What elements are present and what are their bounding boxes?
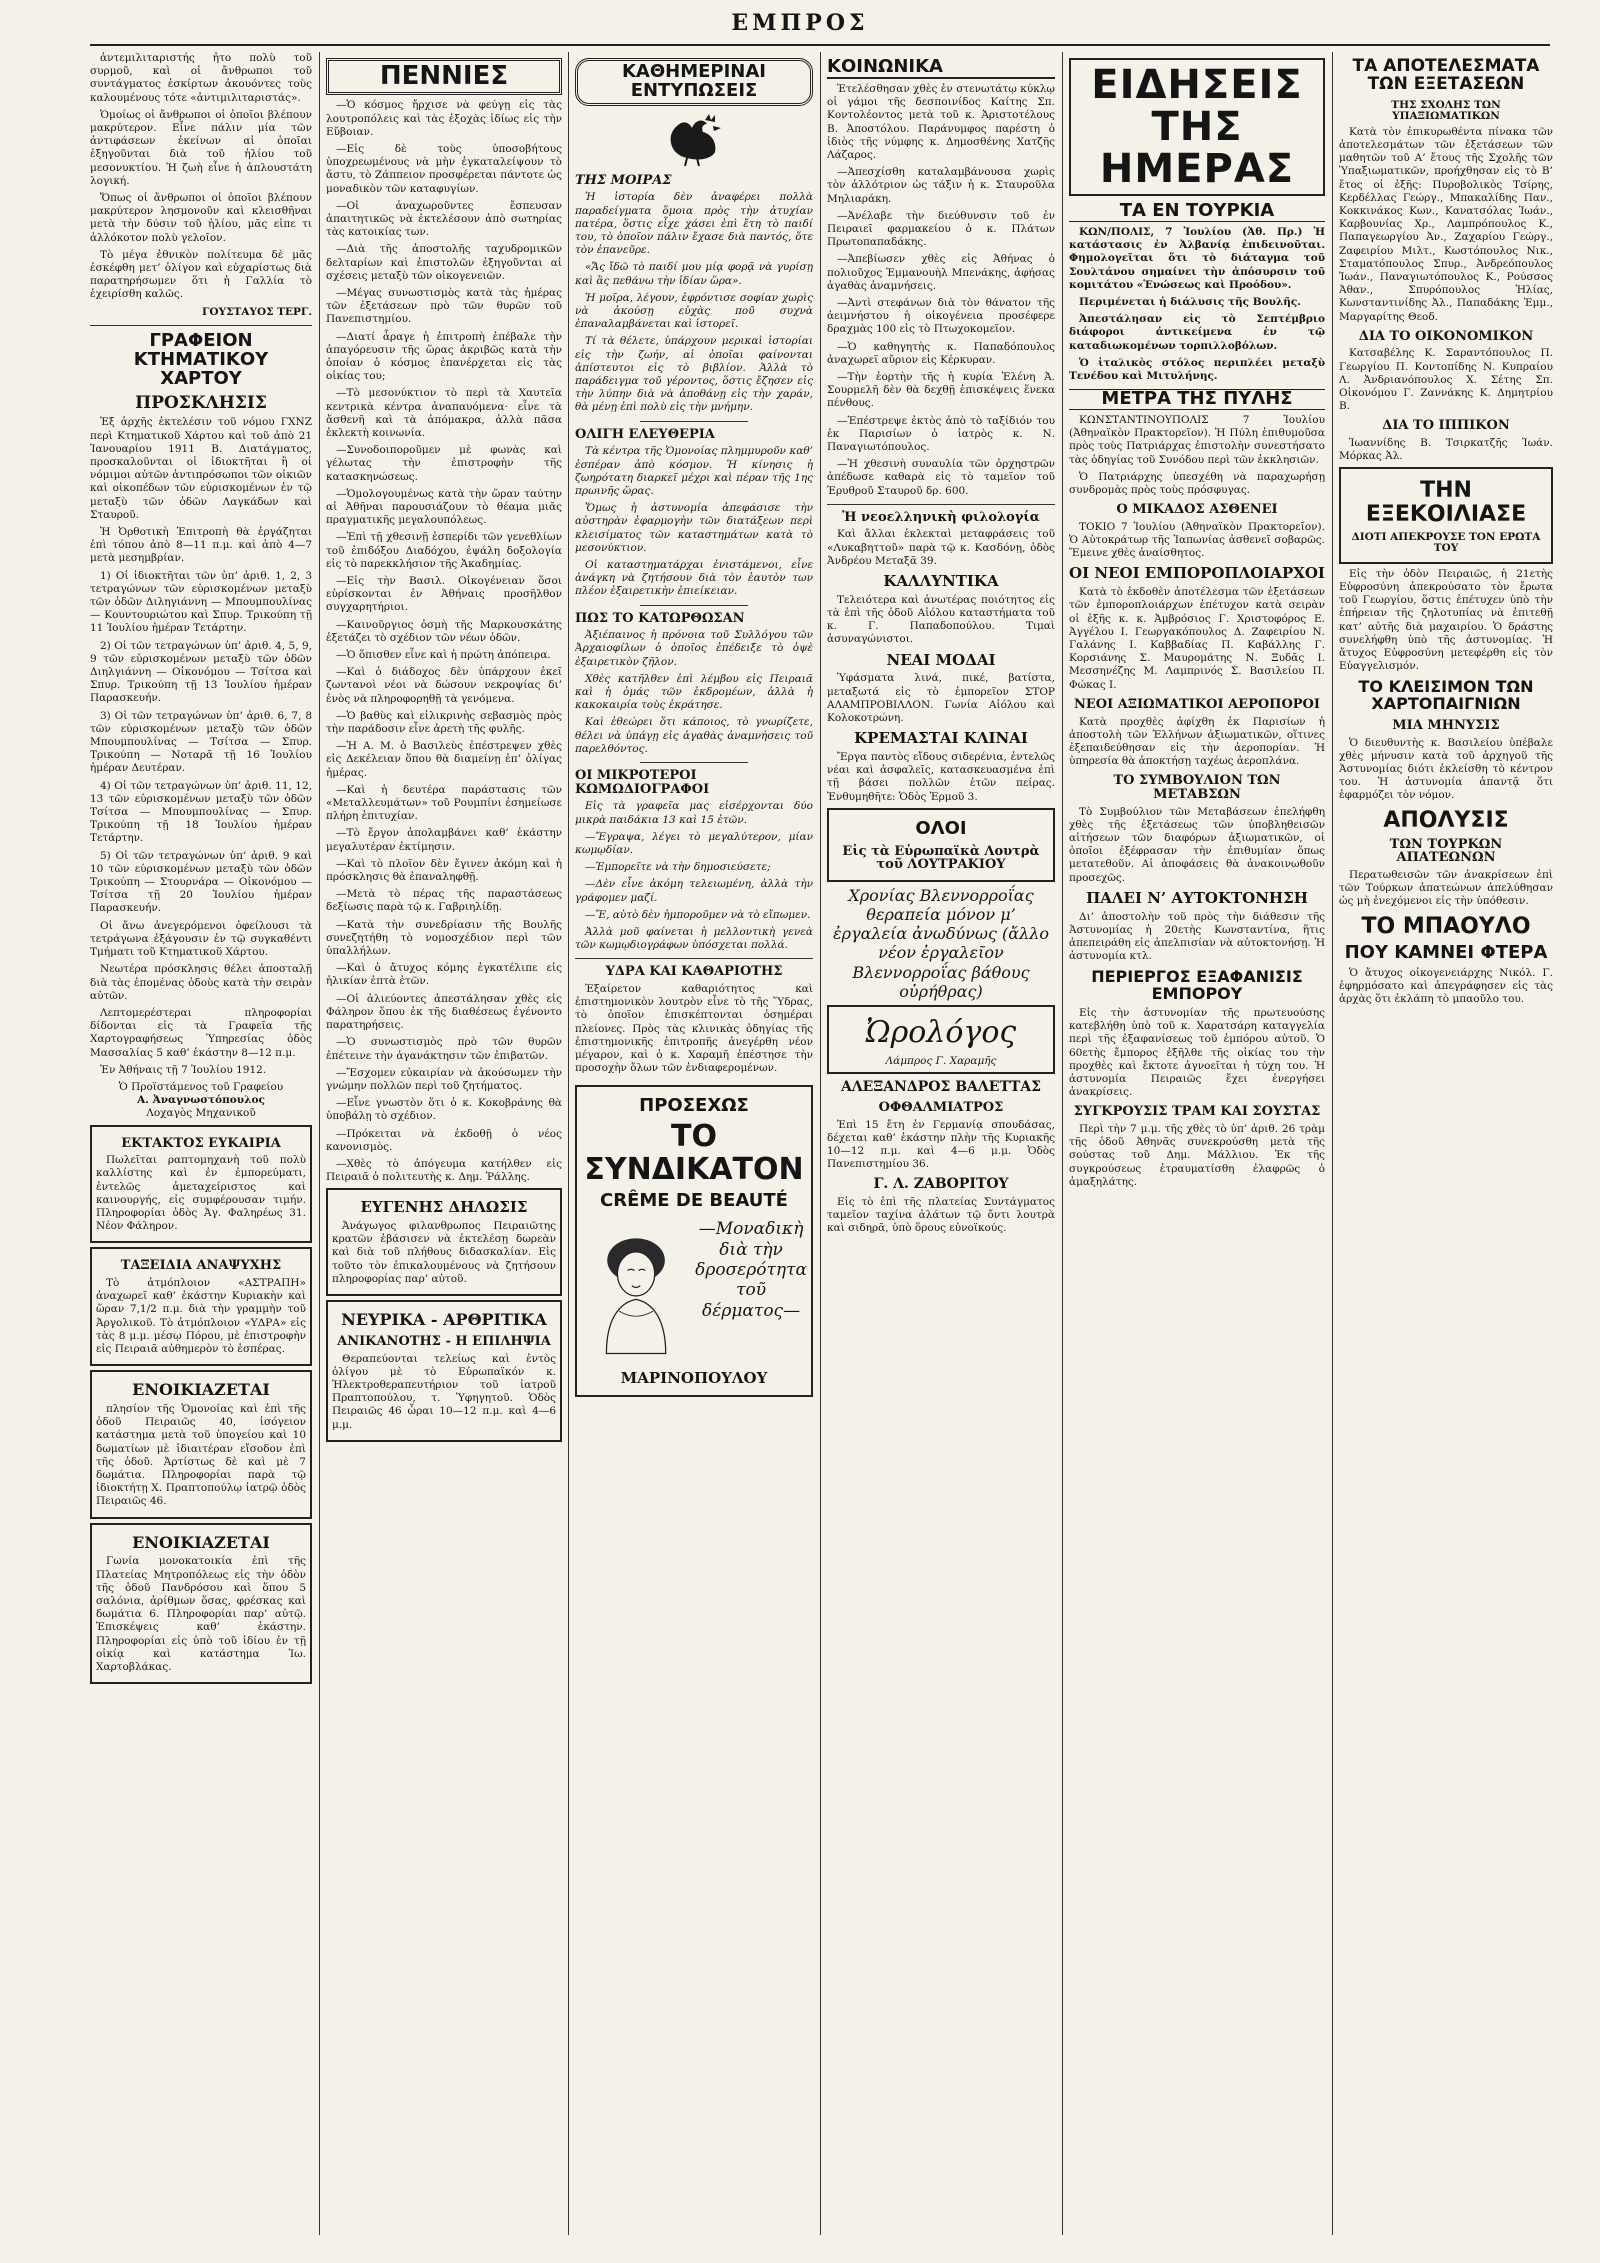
headline-box xyxy=(1339,467,1553,563)
classified-ad xyxy=(90,1523,312,1685)
section-rule xyxy=(640,605,747,606)
news-item: —Ἔσχομεν εὐκαιρίαν νὰ ἀκούσωμεν τὴν γνώμην πολλῶν περὶ τοῦ ζητήματος. xyxy=(326,1066,562,1092)
section-rule xyxy=(640,762,747,763)
news-item: —Εἶνε γνωστὸν ὅτι ὁ κ. Κοκοβράνης θὰ ὑποβάλῃ τὸ σχέδιον. xyxy=(326,1097,562,1123)
notice-signer-role: Λοχαγὸς Μηχανικοῦ xyxy=(146,1107,256,1120)
article-paragraph: Ὅπως οἱ ἄνθρωποι οἱ ὁποῖοι βλέπουν μακρύτερον λησμονοῦν καὶ κλεισθῆναι μετὰ τὴν δύσιν τοῦ ἡλίου, μᾶς εἰπε τι ἀλλόκοτον πολὺ γελοῖον. xyxy=(90,192,312,244)
news-item: —Μετὰ τὸ πέρας τῆς παραστάσεως δεξίωσις παρὰ τῷ κ. Γαβριηλίδῃ. xyxy=(326,888,562,914)
ad-title: ΕΝΟΙΚΙΑΖΕΤΑΙ xyxy=(132,1532,270,1552)
subsection-title: ΠΕΡΙΕΡΓΟΣ ΕΞΑΦΑΝΙΣΙΣ ΕΜΠΟΡΟΥ xyxy=(1091,967,1303,1004)
section-rule xyxy=(640,421,747,422)
notice-paragraph: 3) Οἱ τῶν τετραγώνων ὑπ’ ἀριθ. 6, 7, 8 τῶν εὑρισκομένων μεταξὺ τῶν ὁδῶν Μπουμπουλίνας — Τσίτσα — Σπυρ. Τρικούπη — Νοταρᾶ τῇ 16 Ἰουλίου ἡμέραν Δευτέραν. xyxy=(90,709,312,775)
news-item: —Τὸ ἔργον ἀπολαμβάνει καθ’ ἑκάστην μεγαλυτέραν ἐκτίμησιν. xyxy=(326,827,562,853)
headline-strap: ΠΟΥ ΚΑΜΝΕΙ ΦΤΕΡΑ xyxy=(1344,941,1548,963)
news-item: —Ὁ συνωστισμὸς πρὸ τῶν θυρῶν ἐπέτεινε τὴν ἀγανάκτησιν τῶν ἐπιβατῶν. xyxy=(326,1036,562,1062)
headline-strap: ΤΩΝ ΤΟΥΡΚΩΝ ΑΠΑΤΕΩΝΩΝ xyxy=(1389,836,1503,866)
section-rule xyxy=(575,958,813,959)
social-item: —Ἀνέλαβε τὴν διεύθυνσιν τοῦ ἐν Πειραιεῖ φαρμακείου ὁ κ. Πλάτων Πρωτοπαπαδάκης. xyxy=(827,209,1055,249)
section-rule xyxy=(90,325,312,326)
display-ad xyxy=(827,1005,1055,1074)
news-item: —Ὁ κόσμος ἤρχισε νὰ φεύγῃ εἰς τὰς λουτροπόλεις καὶ τὰς ἐξοχὰς ἰδίως εἰς τὴν Εὔβοιαν. xyxy=(326,99,562,138)
ad-body: Καὶ ἄλλαι ἐκλεκταὶ μεταφράσεις τοῦ «Λυκαβηττοῦ» παρὰ τῷ κ. Κασδόνῃ, ὁδὸς Ἀνδρέου Μεταξᾶ 39. xyxy=(827,528,1055,567)
notice-paragraph: Νεωτέρα πρόσκλησις θέλει ἀποσταλῇ διὰ τὰς ἐπομένας ὁδοὺς κατὰ τὴν σειρὰν αὐτῶν. xyxy=(90,963,312,1002)
article-paragraph: —Ἐμπορεῖτε νὰ τὴν δημοσιεύσετε; xyxy=(585,861,771,874)
headline-strap: ΜΙΑ ΜΗΝΥΣΙΣ xyxy=(1392,717,1500,733)
news-item: —Καὶ τὸ πλοῖον δὲν ἔγινεν ἀκόμη καὶ ἡ πρόσκλησις θὰ ἐπαναληφθῇ. xyxy=(326,857,562,884)
article-paragraph: Χθὲς κατῆλθεν ἐπὶ λέμβου εἰς Πειραιᾶ καὶ ἡ ὁμάς τῶν ἐκδρομέων, ἀλλὰ ἡ κακοκαιρία τοὺς ἐκράτησε. xyxy=(575,672,813,712)
classified-ad xyxy=(90,1125,312,1244)
section-title xyxy=(326,58,562,95)
subsection-title: ΜΕΤΡΑ ΤΗΣ ΠΥΛΗΣ xyxy=(1069,389,1325,410)
display-ad xyxy=(575,1085,813,1397)
news-item: —Καινοῦργιος ὀσμὴ τῆς Μαρκουσκάτης ἐξετάζει τὸ σχέδιον τῶν νέων ὁδῶν. xyxy=(326,618,562,644)
ad-title: ΝΕΥΡΙΚΑ - ΑΡΘΡΙΤΙΚΑ xyxy=(341,1310,547,1330)
subsection-title: ΔΙΑ ΤΟ ΟΙΚΟΝΟΜΙΚΟΝ xyxy=(1358,328,1534,344)
section-subtitle: ΤΗΣ ΣΧΟΛΗΣ ΤΩΝ ΥΠΑΞΙΩΜΑΤΙΚΩΝ xyxy=(1391,98,1501,122)
ad-slogan: Χρονίας Βλεννορροΐας θεραπεία μόνον μ’ ἐργαλεία ἀνωδύνως (ἄλλο νέον ἐργαλεῖον Βλεννορροΐας βάθους οὐρήθρας) xyxy=(833,885,1049,1001)
news-item: —Χθὲς τὸ ἀπόγευμα κατήλθεν εἰς Πειραιᾶ ὁ πολιτευτὴς κ. Δημ. Ῥάλλης. xyxy=(326,1157,562,1184)
subsection-title: ΔΙΑ ΤΟ ΙΠΠΙΚΟΝ xyxy=(1382,418,1510,434)
news-paragraph: Δι’ ἀποστολὴν τοῦ πρὸς τὴν διάθεσιν τῆς Ἀστυνομίας ἡ 20ετὴς Κωνσταντίνα, ἥτις ἀπεπειράθη εἰς ἀπελπισίαν νὰ αὐτοκτονήσῃ. Ἡ ἀστυνομία κτλ. xyxy=(1069,910,1325,963)
news-paragraph: Ὁ ἄτυχος οἰκογενειάρχης Νικόλ. Γ. ἐφηρμόσατο καὶ ἀπεγράφησεν εἰς τὰς ἀρχὰς ὅτι ἐκλάπη τὸ μπαοῦλο του. xyxy=(1339,966,1553,1005)
notice-signer: Α. Ἀναγνωστόπουλος xyxy=(137,1094,265,1107)
news-item: —Διὰ τῆς ἀποστολῆς ταχυδρομικῶν δελταρίων καὶ ἐπιστολῶν ἐξηγοῦνται αἱ σχέσεις μεταξὺ τῶν οἰκογενειῶν. xyxy=(326,243,562,282)
news-item: —Ὁ ὅπισθεν εἶνε καὶ ἡ πρώτη ἀπόπειρα. xyxy=(336,649,551,662)
section-title: ΤΑ ΑΠΟΤΕΛΕΣΜΑΤΑ ΤΩΝ ΕΞΕΤΑΣΕΩΝ xyxy=(1352,56,1540,94)
social-item: —Τὴν ἑορτὴν τῆς ἡ κυρία Ἑλένη Ἀ. Σουρμελῆ δὲν θὰ δεχθῇ ἐπισκέψεις ἕνεκα πένθους. xyxy=(827,370,1055,410)
ad-body: Πωλεῖται ραπτομηχανὴ τοῦ πολὺ καλλίστης καὶ ἐν ἐμπορεύματι, ἐντελῶς ἀμεταχείριστος καὶ καινουργής, εἰς συμφέρουσαν τιμήν. Πληροφορίαι ὁδὸς Ἀγ. Φαληρέως 31. Νέον Φάληρον. xyxy=(96,1154,306,1233)
article-paragraph: Ἀξιέπαινος ἡ πρόνοια τοῦ Συλλόγου τῶν Ἀρχαιοφίλων ὁ ὁποῖος ἐπέδειξε τὸ ὀψὲ ἐξαιρετικὸν ζῆλον. xyxy=(575,629,813,668)
notice-title: ΓΡΑΦΕΙΟΝ ΚΤΗΜΑΤΙΚΟΥ ΧΑΡΤΟΥ xyxy=(133,329,269,389)
notice-signer-label: Ὁ Προϊστάμενος τοῦ Γραφείου xyxy=(118,1080,284,1093)
column-3 xyxy=(575,52,813,2235)
news-item: —Καὶ ὁ διάδοχος δὲν ὑπάρχουν ἐκεῖ ζωντανοὶ νέοι νὰ δώσουν νεκροψίας δι’ ἐνὸς νὰ πληροφορηθῇ τὰ γενόμενα. xyxy=(326,666,562,705)
news-item: —Διατί ἆραγε ἡ ἐπιτροπὴ ἐπέβαλε τὴν ἀπαγόρευσιν τῆς ὥρας ἀκριβῶς κατὰ τὴν ὁποίαν ὁ κόσμος ἐπανέρχεται εἰς τὰς οἰκίας του; xyxy=(326,330,562,383)
news-item: —Εἰς τὴν Βασιλ. Οἰκογένειαν ὅσοι εὑρίσκονται ἐν Ἀθήναις προσῆλθον συγχαρητήριοι. xyxy=(326,575,562,614)
ad-body: Τὸ ἀτμόπλοιον «ΑΣΤΡΑΠΗ» ἀναχωρεῖ καθ’ ἑκάστην Κυριακὴν καὶ ὥραν 7,1/2 π.μ. διὰ τὴν γραμμὴν τοῦ Ἀργολικοῦ. Τὸ ἀτμόπλοιον «ΥΔΡΑ» εἰς τὰς 8 μ.μ. μέσῳ Πόρου, μὲ ἐπιστροφὴν εἰς Πειραιᾶ αὐθημερὸν τὸ ἑσπέρας. xyxy=(96,1277,306,1356)
news-paragraph: ΚΩΝΣΤΑΝΤΙΝΟΥΠΟΛΙΣ 7 Ἰουλίου (Ἀθηναϊκὸν Πρακτορεῖον). Ἡ Πύλη ἐπιθυμοῦσα πρὸς τοὺς Πατριάρχας ἐπιστολὴν συνεστήσατο τὰς ὁδηγίας τοῦ Συνόδου περὶ τῶν ἐκκλησιῶν. xyxy=(1069,414,1325,466)
lady-portrait-icon xyxy=(581,1215,691,1365)
news-paragraph: Ἀπεστάλησαν εἰς τὸ Σεπτέμβριο διάφοροι ἀντικείμενα ἐν τῷ καταδιωκομένων τορπιλλοβόλων. xyxy=(1069,313,1325,352)
ad-body: Θεραπεύονται τελείως καὶ ἐντὸς ὀλίγου μὲ τὸ Εὐρωπαϊκόν κ. Ἠλεκτροθεραπευτήριον τοῦ ἰατροῦ Πραπτοπούλου, τ. Ὑφηγητοῦ. Ὁδὸς Πειραιῶς 46 ὧραι 10—12 π.μ. καὶ 4—6 μ.μ. xyxy=(332,1352,556,1431)
social-item: —Ἐπέστρεψε ἐκτὸς ἀπὸ τὸ ταξίδιόν του ἐκ Παρισίων ὁ ἰατρὸς κ. Ν. Παναγιωτόπουλος. xyxy=(827,414,1055,453)
column-1 xyxy=(90,52,312,2235)
article-paragraph: ἀντεμιλιταριστής ἦτο πολὺ τοῦ συρμοῦ, καὶ οἱ ἄνθρωποι τοῦ συντάγματος ἐσκίρτων ἀκουόντες τοὺς καλουμένους τότε «ἀντιμιλιταριστάς». xyxy=(90,52,312,104)
article-paragraph: Τὸ μέγα ἐθνικὸν πολίτευμα δὲ μᾶς ἐσκέφθη μετ’ ὀλίγον καὶ εὐχαρίστως διὰ παρατηρήσωμεν ὅτι ἡ Γαλλία τὸ ἐχειρίσθη καλῶς. xyxy=(90,248,312,301)
ad-body: Γωνία μονοκατοικία ἐπὶ τῆς Πλατείας Μητροπόλεως εἰς τὴν ὁδὸν τῆς ὁδοῦ Πανδρόσου καὶ ὅπου 5 σαλόνια, ἀρίθμων ὅσας, φρέσκας καὶ δωμάτια 6. Πληροφορίαι παρ’ αὐτῷ. Ἐπισκέψεις καθ’ ἑκάστην. Πληροφορίαι εἰς ὑπὸ τοῦ ἰδίου ἐν τῇ οἰκίᾳ καὶ κατάστημα Ἰω. Χαρτοβλάκας. xyxy=(96,1555,306,1674)
notice-paragraph: 2) Οἱ τῶν τετραγώνων ὑπ’ ἀριθ. 4, 5, 9, 9 τῶν εὑρισκομένων μεταξὺ τῶν ὁδῶν Διηλγιάννη — Οἰκονόμου — Τσίτσα καὶ Σπυρ. Τρικούπη τῇ 13 Ἰουλίου ἡμέραν Παρασκευήν. xyxy=(90,639,312,705)
ad-title: ΑΛΕΞΑΝΔΡΟΣ ΒΑΛΕΤΤΑΣ xyxy=(840,1079,1042,1096)
ad-title: ΟΛΟΙ xyxy=(915,817,967,839)
rooster-icon xyxy=(659,110,729,168)
article-paragraph: Ὁμοίως οἱ ἄνθρωποι οἱ ὁποῖοι βλέπουν μακρύτερον. Εἶνε πάλιν μία τῶν ἀντιφάσεων ἐκείνων αἱ ὁποῖαι ἐξηγοῦνται διὰ τοῦ ἡλίου τοῦ μεσονυκτίου. Ἡ ζωὴ εἶνε ἡ ἀπλουστάτη λογική. xyxy=(90,108,312,187)
social-item: —Ἡ χθεσινὴ συναυλία τῶν ὀρχηστρῶν ἀπέδωσε καθαρὰ εἰς τὸ ταμεῖον τοῦ Ἐρυθροῦ Σταυροῦ δρ. 600. xyxy=(827,458,1055,497)
column-divider xyxy=(1332,52,1333,2235)
news-paragraph: Ὁ ἰταλικὸς στόλος περιπλέει μεταξὺ Τενέδου καὶ Μιτυλήνης. xyxy=(1069,356,1325,382)
article-paragraph: —Ἔγραψα, λέγει τὸ μεγαλύτερον, μίαν κωμῳδίαν. xyxy=(575,830,813,856)
news-paragraph: Περατωθεισῶν τῶν ἀνακρίσεων ἐπὶ τῶν Τούρκων ἀπατεώνων ἀπελύθησαν ὡς μὴ ἐνεχόμενοι εἰς τὴν ὑπόθεσιν. xyxy=(1339,868,1553,908)
news-paragraph: Εἰς τὴν ὁδὸν Πειραιῶς, ἡ 21ετὴς Εὐφροσύνη ἀπεκρούσατο τὸν ἔρωτα τοῦ Γεωργίου, ὅστις ἐπέτυχεν ὑπὸ τὴν ἐπήρειαν τῆς ζηλοτυπίας νὰ ἐπιτεθῇ κατ’ αὐτῆς διὰ μαχαιρίου. Ὁ δράστης συνελήφθη ὑπὸ τῆς ἀστυνομίας. Ἡ ἄτυχος Εὐφροσύνη μετεφέρθη εἰς τὸν Εὐαγγελισμόν. xyxy=(1339,567,1553,673)
article-paragraph: Καὶ ἐθεώρει ὅτι κάποιος, τὸ γνωρίζετε, θέλει νὰ ὑπάγῃ εἰς ἀγαθὰς ἀναμνήσεις τοῦ παρελθόντος. xyxy=(575,716,813,755)
ad-slogan: —Μοναδικὴ διὰ τὴν δροσερότητα τοῦ δέρματος— xyxy=(695,1219,808,1321)
headline: ΤΗΝ ΕΞΕΚΟΙΛΙΑΣΕ xyxy=(1365,478,1527,527)
news-item: —Μέγας συνωστισμὸς κατὰ τὰς ἡμέρας τῶν ἐξετάσεων πρὸ τῶν θυρῶν τοῦ Πανεπιστημίου. xyxy=(326,286,562,326)
column-divider xyxy=(820,52,821,2235)
headline: ΑΠΟΛΥΣΙΣ xyxy=(1383,807,1509,833)
news-item: —Οἱ ἀναχωροῦντες ἔσπευσαν ἀπαιτητικῶς νὰ ἐκτελέσουν ἀπὸ σωτηρίας τὰς κατοικίας των. xyxy=(326,199,562,239)
news-item: —Ὁ βαθὺς καὶ εἰλικρινὴς σεβασμὸς πρὸς τὴν παράδοσιν εἶνε ἀρετὴ τῆς φυλῆς. xyxy=(326,709,562,736)
news-item: —Πρόκειται νὰ ἐκδοθῇ ὁ νέος κανονισμὸς. xyxy=(326,1127,562,1153)
news-paragraph: Ὁ διευθυντὴς κ. Βασιλείου ὑπέβαλε χθὲς μήνυσιν κατὰ τοῦ ἀρχηγοῦ τῆς Ἀστυνομίας διότι ἐκλείσθη τὸ κέντρον του. Ἡ ἀστυνομία ἀπαντᾷ ὅτι ἐφαρμόζει τὸν νόμον. xyxy=(1339,736,1553,802)
masthead-title: ΕΜΠΡΟΣ xyxy=(731,10,869,36)
ad-body: Ὑφάσματα λινά, πικέ, βατίστα, μεταξωτά εἰς τὸ ἐμπορεῖον ΣΤΟΡ ΑΛΑΜΠΡΟΒΙΛΛΟΝ. Γωνία Αἰόλου καὶ Κολοκοτρώνη. xyxy=(827,672,1055,724)
article-paragraph: Εἰς τὰ γραφεῖα μας εἰσέρχονται δύο μικρὰ παιδάκια 13 καὶ 15 ἐτῶν. xyxy=(575,800,813,826)
ad-subtitle: Εἰς τὰ Εὐρωπαϊκὰ Λουτρὰ τοῦ ΛΟΥΤΡΑΚΙΟΥ xyxy=(842,843,1040,873)
display-ad xyxy=(827,808,1055,882)
notice-paragraph: Οἱ ἄνω ἀνεγερόμενοι ὀφείλουσι τὰ τετράγωνα ἐξάγουσιν ἐν τῷ συγκαθέντι Τμήματι τοῦ Κτηματικοῦ Χάρτου. xyxy=(90,919,312,959)
section-title-text: ΠΕΝΝΙΕΣ xyxy=(326,58,562,95)
subsection-title: Ο ΜΙΚΑΔΟΣ ΑΣΘΕΝΕΙ xyxy=(1116,502,1278,518)
ad-brand: ΜΑΡΙΝΟΠΟΥΛΟΥ xyxy=(620,1369,768,1388)
notice-paragraph: 1) Οἱ ἰδιοκτῆται τῶν ὑπ’ ἀριθ. 1, 2, 3 τετραγώνων τῶν εὑρισκομένων μεταξὺ τῶν ὁδῶν Διληγιάννη — Μπουμπουλίνας — Κουντουριώτου καὶ Σπυρ. Τρικούπη τῇ 11 Ἰουλίου ἡμέραν Τετάρτην. xyxy=(90,569,312,635)
ad-body: Τελειότερα καὶ ἀνωτέρας ποιότητος εἰς τὰ ἐπὶ τῆς ὁδοῦ Αἰόλου καταστήματα τοῦ κ. Γ. Παπαδοπούλου. Τιμαὶ ἀσυναγώνιστοι. xyxy=(827,593,1055,646)
news-item: —Καὶ ἡ δευτέρα παράστασις τῶν «Μεταλλευμάτων» τοῦ Ρουμπίνι ἐσημείωσε πλήρη ἐπιτυχίαν. xyxy=(326,783,562,823)
social-item: —Ἀπεσχίσθη καταλαμβάνουσα χωρὶς τὸν ἀλλότριον ὡς τάξιν ἡ κ. Σταυροῦλα Μηλιαράκη. xyxy=(827,166,1055,205)
article-paragraph: Ὅμως ἡ ἀστυνομία ἀπεφάσισε τὴν αὐστηρὰν ἐφαρμογὴν τῶν διατάξεων περὶ κλεισίματος τῶν καταστημάτων κατὰ τὸ μεσονύκτιον. xyxy=(575,502,813,554)
article-paragraph: Ἀλλὰ μοῦ φαίνεται ἡ μελλοντικὴ γενεὰ τῶν κωμῳδιογράφων ὑπόσχεται πολλά. xyxy=(575,925,813,952)
ad-body: Εἰς τὸ ἐπὶ τῆς πλατείας Συντάγματος ταμεῖον ταχίνα ἀλάτων τῷ ὄντι λουτρὰ καὶ σιδηρᾶ, ὑπὸ ὅρους εὐνοϊκούς. xyxy=(827,1196,1055,1235)
classified-ad xyxy=(90,1370,312,1518)
news-paragraph: Ὁ Πατριάρχης ὑπεσχέθη νὰ παραχωρήσῃ συνδρομὰς πρὸς τοὺς πρόσφυγας. xyxy=(1069,470,1325,497)
ad-subtitle: ΑΝΙΚΑΝΟΤΗΣ - Η ΕΠΙΛΗΨΙΑ xyxy=(337,1333,551,1349)
notice-paragraph: Ἐξ ἀρχῆς ἐκτελέσιν τοῦ νόμου ΓΧΝΖ περὶ Κτηματικοῦ Χάρτου καὶ τοῦ ἀπὸ 21 Ἰανουαρίου 1911 Β. Διατάγματος, προσκαλοῦνται οἱ ἰδιοκτῆται ἢ οἱ νόμιμοι αὐτῶν ἀντιπρόσωποι τῶν οἰκιῶν καὶ οἰκοπέδων τῶν εὑρισκομένων ἐν τῷ μεταξὺ τῶν ὁδῶν Λαγκάδων καὶ Σταυροῦ. xyxy=(90,416,312,521)
ad-subtitle: ΟΦΘΑΛΜΙΑΤΡΟΣ xyxy=(878,1099,1004,1115)
section-title: ΕΙΔΗΣΕΙΣ ΤΗΣ ΗΜΕΡΑΣ xyxy=(1069,58,1325,196)
social-item: Ἐτελέσθησαν χθὲς ἐν στενωτάτῳ κύκλῳ οἱ γάμοι τῆς δεσποινίδος Καίτης Σπ. Κοντολέοντος μετὰ τοῦ κ. Ἀριστοτέλους Β. Ἀποστόλου. Παράνυμφος παρέστη ὁ ἰδιὸς τῆς νύμφης κ. Δημοσθένης Χατζῆς Λάζαρος. xyxy=(827,82,1055,161)
column-divider xyxy=(1062,52,1063,2235)
news-paragraph: Κατὰ προχθὲς ἀφίχθη ἐκ Παρισίων ἡ ἀποστολὴ τῶν Ἑλλήνων ἀξιωματικῶν, οἵτινες ἐξεπαιδεύθησαν εἰς τὴν ἀεροπορίαν. Ἡ ὑπηρεσία θὰ ἀποκτήσῃ ταχέως ἀεροπλάνα. xyxy=(1069,715,1325,768)
top-rule xyxy=(90,44,1550,46)
ad-headline: ΤΟ ΣΥΝΔΙΚΑΤΟΝ xyxy=(584,1119,804,1188)
subsection-title: ΟΛΙΓΗ ΕΛΕΥΘΕΡΙΑ xyxy=(575,426,715,442)
subsection-title: ΝΕΟΙ ΑΞΙΩΜΑΤΙΚΟΙ ΑΕΡΟΠΟΡΟΙ xyxy=(1074,696,1320,712)
column-4 xyxy=(827,52,1055,2235)
subsection-title: ΤΟ ΣΥΜΒΟΥΛΙΟΝ ΤΩΝ ΜΕΤΑΒΣΩΝ xyxy=(1113,773,1281,802)
article-paragraph: Τί τὰ θέλετε, ὑπάρχουν μερικαὶ ἱστορίαι εἰς τὴν ζωήν, αἱ ὁποῖαι φαίνονται ἀπίστευτοι εἰς τὸ βιβλίον. Ἀλλὰ τὸ παράδειγμα τοῦ γέροντος, ὅστις ἔζησεν εἰς τὴν λύπην διὰ νὰ ἀποθάνῃ εἰς τὴν χαράν, θὰ μένῃ ἐπὶ πολὺ εἰς τὴν μνήμην. xyxy=(575,335,813,414)
notice-date: Ἐν Ἀθήναις τῇ 7 Ἰουλίου 1912. xyxy=(100,1063,267,1076)
ad-body: Ἔργα παντὸς εἴδους σιδερένια, ἐντελῶς νέαι καὶ ἀσφαλεῖς, κατασκευασμένα ἐπὶ τῇ βάσει πολλῶν ἐτῶν πείρας. Ἐνθυμηθῆτε: Ὁδὸς Ἑρμοῦ 3. xyxy=(827,750,1055,803)
classified-ad xyxy=(326,1188,562,1296)
news-paragraph: Ἰωαννίδης Β. Τσιρκατζῆς Ἰωάν. Μόρκας Ἀλ. xyxy=(1339,437,1553,463)
column-divider xyxy=(568,52,569,2235)
ad-title: Ἡ νεοελληνικὴ φιλολογία xyxy=(842,509,1040,525)
article-signature: ΓΟΥΣΤΑΥΟΣ ΤΕΡΓ. xyxy=(201,305,312,318)
article-paragraph: Τὰ κέντρα τῆς Ὁμονοίας πλημμυροῦν καθ’ ἑσπέραν ἀπὸ κόσμον. Ἡ κίνησις ἡ ζωηρότατη διαρκεῖ μέχρι καὶ πέραν τῆς 1ης πρωινῆς ὥρας. xyxy=(575,445,813,497)
ad-title: ΝΕΑΙ ΜΟΔΑΙ xyxy=(886,650,996,669)
ad-illustration-row xyxy=(581,1215,807,1365)
subsection-title: ΤΗΣ ΜΟΙΡΑΣ xyxy=(575,172,672,188)
ad-title: ΕΥΓΕΝΗΣ ΔΗΛΩΣΙΣ xyxy=(360,1198,528,1217)
classified-ad xyxy=(90,1247,312,1366)
news-paragraph: Κατὰ τὸ ἐκδοθὲν ἀποτέλεσμα τῶν ἐξετάσεων τῶν ἐμποροπλοιάρχων ἐπέτυχον κατὰ σειρὰν οἱ ἑξῆς κ. κ. Ἀμβρόσιος Γ. Χριστοφόρος Ε. Ἀγγέλου Ι. Γεωργακόπουλος Δ. Ζαφειρίου Ν. Γαλάνης Ι. Καββαδίας Π. Καβάλλης Γ. Κορσιάνης Σ. Μαυρομάτης Ν. Ξυδᾶς Ι. Μεσσηνέζης Μ. Λαμπρινός Σ. Βασιλείου Π. Φώκας Ι. xyxy=(1069,586,1325,691)
ad-title: Γ. Λ. ΖΑΒΟΡΙΤΟΥ xyxy=(873,1176,1009,1193)
subsection-title: ΟΙ ΜΙΚΡΟΤΕΡΟΙ ΚΩΜΩΔΙΟΓΡΑΦΟΙ xyxy=(575,768,710,797)
news-item: —Καὶ ὁ ἄτυχος κόμης ἐγκατέλιπε εἰς ἡλικίαν ἑπτὰ ἐτῶν. xyxy=(326,962,562,988)
news-item: —Οἱ ἀλιεύοντες ἀπεστάλησαν χθὲς εἰς Φάληρον ὅπου ἐκ τῆς διαθέσεως ἐγένοντο παρατηρήσεις. xyxy=(326,992,562,1032)
ad-title: ΤΑΞΕΙΔΙΑ ΑΝΑΨΥΧΗΣ xyxy=(120,1258,282,1274)
article-paragraph: —Δὲν εἶνε ἀκόμη τελειωμένη, ἀλλὰ τὴν γράφομεν μαζί. xyxy=(575,878,813,904)
ad-title: ΕΚΤΑΚΤΟΣ ΕΥΚΑΙΡΙΑ xyxy=(121,1135,281,1151)
article-paragraph: Ἡ μοῖρα, λέγουν, ἐφρόντισε σοφίαν χωρὶς νὰ ἀκούσῃ εὐχὰς ποῦ συχνὰ ἐπαναλαμβάνεται καὶ ἱστορεῖ. xyxy=(575,291,813,331)
classified-ad xyxy=(326,1300,562,1442)
ad-title: ΚΑΛΛΥΝΤΙΚΑ xyxy=(883,572,999,591)
notice-subtitle: ΠΡΟΣΚΛΗΣΙΣ xyxy=(135,392,267,413)
notice-paragraph: 4) Οἱ τῶν τετραγώνων ὑπ’ ἀριθ. 11, 12, 13 τῶν εὑρισκομένων μεταξὺ τῶν ὁδῶν Τσίτσα — Μπουμπουλίνας — Σπυρ. Τρικούπη τῇ 18 Ἰουλίου ἡμέραν Τετάρτην. xyxy=(90,779,312,845)
column-6 xyxy=(1339,52,1553,2235)
news-item: —Συνοδοιποροῦμεν μὲ φωνὰς καὶ γέλωτας τὴν ἐπιστροφὴν τῆς κατασκηνώσεως. xyxy=(326,444,562,483)
headline-strap: ΔΙΟΤΙ ΑΠΕΚΡΟΥΣΕ ΤΟΝ ΕΡΩΤΑ ΤΟΥ xyxy=(1351,530,1541,554)
news-item: —Κατὰ τὴν συνεδρίασιν τῆς Βουλῆς συνεζητήθη τὸ νομοσχέδιον περὶ τῶν ὑπαλλήλων. xyxy=(326,918,562,958)
section-rule xyxy=(827,504,1055,505)
article-paragraph: Ἡ ἱστορία δὲν ἀναφέρει πολλὰ παραδείγματα ὅμοια πρὸς τὴν ἀτυχίαν πατέρα, ὅστις εἶχε χάσει ἐπὶ ἔτη τὸ παιδί του, τὸ ὁποῖον πάλιν ἔχασε διὰ παντός, ὅτε τὸν ἐπανεῦρε. xyxy=(575,191,813,257)
article-paragraph: Οἱ καταστηματάρχαι ἐνιστάμενοι, εἶνε ἀνάγκη νὰ ζητήσουν διὰ τὸν ἑαυτὸν των πλέον ἐξαιρετικὴν ἐπιείκειαν. xyxy=(575,558,813,598)
news-item: —Ἡ Α. Μ. ὁ Βασιλεὺς ἐπέστρεψεν χθὲς εἰς Δεκέλειαν ὅπου θὰ διαμείνῃ ἐπ’ ὀλίγας ἡμέρας. xyxy=(326,740,562,779)
subsection-title: ΠΑΛΕΙ Ν’ ΑΥΤΟΚΤΟΝΗΣΗ xyxy=(1086,888,1308,907)
column-divider xyxy=(319,52,320,2235)
headline: ΤΟ ΚΛΕΙΣΙΜΟΝ ΤΩΝ ΧΑΡΤΟΠΑΙΓΝΙΩΝ xyxy=(1358,677,1534,714)
subsection-title: ΣΥΓΚΡΟΥΣΙΣ ΤΡΑΜ ΚΑΙ ΣΟΥΣΤΑΣ xyxy=(1073,1104,1321,1120)
article-paragraph: Ἐξαίρετον καθαριότητος καὶ ἐπιστημονικὸν λουτρὸν εἶνε τὸ τῆς Ὕδρας, τὸ ὁποῖον ἐπισκέπτονται ὁσημέραι πλείονες. Πρὸς τὰς κλινικὰς ὁδηγίας τῆς ἐπιστημονικῆς ἐπιτροπῆς ἀνεγέρθη νέον μέγαρον, καὶ ὁ κ. Χαραμῆ ἐπέστησε τὴν προσοχὴν ὅλων τῶν ἐνδιαφερομένων. xyxy=(575,982,813,1075)
news-paragraph: ΚΩΝ/ΠΟΛΙΣ, 7 Ἰουλίου (Ἀθ. Πρ.) Ἡ κατάστασις ἐν Ἀλβανίᾳ ἐπιδεινοῦται. Φημολογεῖται ὅτι τὸ διάταγμα τοῦ Σουλτάνου σημαίνει τὴν ἀπόσυρσιν τοῦ κομιτάτου «Ἑνώσεως καὶ Προόδου». xyxy=(1069,225,1325,291)
news-paragraph: ΤΟΚΙΟ 7 Ἰουλίου (Ἀθηναϊκὸν Πρακτορεῖον). Ὁ Αὐτοκράτωρ τῆς Ἰαπωνίας ἀσθενεῖ σοβαρῶς. Ἔμεινε χθὲς ἀναίσθητος. xyxy=(1069,520,1325,560)
ad-title: ΚΡΕΜΑΣΤΑΙ ΚΛΙΝΑΙ xyxy=(854,729,1028,748)
ad-product: CRÊME DE BEAUTÉ xyxy=(600,1190,788,1212)
headline: ΤΟ ΜΠΑΟΥΛΟ xyxy=(1361,913,1531,939)
news-item: —Ἐπὶ τῇ χθεσινῇ ἑσπερίδι τῶν γενεθλίων τοῦ ἐπιδόξου Διαδόχου, ἐψάλη δοξολογία εἰς τὸ παρεκκλήσιον τῆς Ἀκαδημίας. xyxy=(326,531,562,570)
ad-script-title: Ὠρολόγος xyxy=(865,1015,1017,1051)
news-paragraph: Εἰς τὴν ἀστυνομίαν τῆς πρωτευούσης κατεβλήθη ὑπὸ τοῦ κ. Χαρατσάρη καταγγελία περὶ τῆς ἐξαφανίσεως τοῦ ἐμπόρου αὐτοῦ. Ὁ 60ετὴς ἔμπορος ἐξῆλθε τῆς οἰκίας του τὴν προχθὲς καὶ ἔκτοτε ἀγνοεῖται ἡ τύχη του. Ἡ ἀστυνομία Πειραιῶς ἔχει ἐνεργήσει ἀνακρίσεις. xyxy=(1069,1006,1325,1099)
news-item: —Τὸ μεσονύκτιον τὸ περὶ τὰ Χαυτεῖα κεντρικὰ κέντρα ἀναπαυόμενα· εἶνε τὰ ἄσθενῆ καὶ τὰ ἀπόμακρα, ἀλλὰ πᾶσα ἐκλεκτὴ κοινωνία. xyxy=(326,387,562,439)
ad-name: Λάμπρος Γ. Χαραμῆς xyxy=(885,1055,997,1068)
subsection-title: ΠΩΣ ΤΟ ΚΑΤΩΡΘΩΣΑΝ xyxy=(575,610,745,626)
ad-kicker: ΠΡΟΣΕΧΩΣ xyxy=(639,1095,749,1117)
subsection-title: ΟΙ ΝΕΟΙ ΕΜΠΟΡΟΠΛΟΙΑΡΧΟΙ xyxy=(1069,564,1325,583)
section-title xyxy=(575,58,813,106)
social-item: —Ἀπεβίωσεν χθὲς εἰς Ἀθήνας ὁ πολιοῦχος Ἐμμανουὴλ Μπενάκης, ἀφήσας ἀγαθὰς ἀναμνήσεις. xyxy=(827,253,1055,292)
column-5 xyxy=(1069,52,1325,2235)
news-paragraph: Περιμένεται ἡ διάλυσις τῆς Βουλῆς. xyxy=(1079,295,1301,308)
news-paragraph: Περὶ τὴν 7 μ.μ. τῆς χθὲς τὸ ὑπ’ ἀριθ. 26 τρὰμ τῆς ὁδοῦ Ἀθηνᾶς συνεκρούσθη μετὰ τῆς σούστας τοῦ Δημ. Μάλλιου. Ἐκ τῆς συγκρούσεως ἐτραυματίσθη ἐλαφρῶς ὁ ἀμαξηλάτης. xyxy=(1069,1123,1325,1188)
ad-title: ΕΝΟΙΚΙΑΖΕΤΑΙ xyxy=(132,1380,270,1400)
notice-paragraph: Λεπτομερέστεραι πληροφορίαι δίδονται εἰς τὰ Γραφεῖα τῆς Χαρτογραφήσεως Ὑπηρεσίας ὁδὸς Μασσαλίας 5 καθ’ ἑκάστην 8—12 π.μ. xyxy=(90,1006,312,1059)
notice-paragraph: 5) Οἱ τῶν τετραγώνων ὑπ’ ἀριθ. 9 καὶ 10 τῶν εὑρισκομένων μεταξὺ τῶν ὁδῶν Τρικούπη — Στουρνάρα — Οἰκονόμου — Τσίτσα τῇ 20 Ἰουλίου ἡμέραν Παρασκευήν. xyxy=(90,849,312,915)
news-item: —Ὁμολογουμένως κατὰ τὴν ὥραν ταύτην αἱ Ἀθῆναι παρουσιάζουν τὸ θέαμα μιᾶς πραγματικῆς μεγαλουπόλεως. xyxy=(326,487,562,527)
subsection-title: ΤΑ ΕΝ ΤΟΥΡΚΙΑ xyxy=(1069,202,1325,222)
social-item: —Ἀντὶ στεφάνων διὰ τὸν θάνατον τῆς ἀειμνήστου ἡ οἰκογένεια προσέφερε δραχμὰς 100 εἰς τὸ Πτωχοκομεῖον. xyxy=(827,296,1055,336)
social-item: —Ὁ καθηγητὴς κ. Παπαδόπουλος ἀναχωρεῖ αὔριον εἰς Κέρκυραν. xyxy=(827,340,1055,366)
ad-body: πλησίον τῆς Ὁμονοίας καὶ ἐπὶ τῆς ὁδοῦ Πειραιῶς 40, ἰσόγειον κατάστημα μετὰ τοῦ ὑπογείου καὶ 10 δωματίων μὲ ἰδιαιτέραν εἴσοδον ἐπὶ τῆς ὁδοῦ. Ἀρτίστως δὲ καὶ μὲ 7 δωμάτια. Πληροφορίαι παρὰ τῷ ἰδιοκτήτῃ Χ. Πραπτοπούλῳ ἰατρῷ ὁδὸς Πειραιῶς 46. xyxy=(96,1403,306,1508)
article-paragraph: «Ἄς ἴδῶ τὸ παιδί μου μίᾳ φορᾷ νὰ γυρίσῃ καὶ ἂς πεθάνω τὴν ἰδίαν ὥρα». xyxy=(575,261,813,287)
news-paragraph: Κατσαβέλης Κ. Σαραντόπουλος Π. Γεωργίου Π. Κοντοπίδης Ν. Κυπραίου Λ. Ἀνδριανόπουλος Χ. Σέτης Σπ. Οἰκονόμου Γ. Ζαννάκης Κ. Δημητρίου Β. xyxy=(1339,347,1553,413)
column-2 xyxy=(326,52,562,2235)
ad-body: Ἐπὶ 15 ἔτη ἐν Γερμανίᾳ σπουδάσας, δέχεται καθ’ ἑκάστην πλὴν τῆς Κυριακῆς 10—12 π.μ. καὶ 4—6 μ.μ. Ὁδὸς Πανεπιστημίου 36. xyxy=(827,1118,1055,1171)
news-item: —Εἰς δὲ τοὺς ὑποσοβήτους ὑποχρεωμένους νὰ μὴν ἐγκαταλείψουν τὸ ἄστυ, τὸ Ζάππειον προσφέρεται πάντοτε ὡς μοναδικὸν τῶν καταφυγίων. xyxy=(326,142,562,195)
notice-paragraph: Ἡ Ὀρθοτικὴ Ἐπιτροπὴ θὰ ἐργάζηται ἐπὶ τόπου ἀπὸ 8—11 π.μ. καὶ ἀπὸ 4—7 μετὰ μεσημβρίαν. xyxy=(90,526,312,565)
subsection-title: ΥΔΡΑ ΚΑΙ ΚΑΘΑΡΙΟΤΗΣ xyxy=(605,964,783,980)
section-title: ΚΟΙΝΩΝΙΚΑ xyxy=(827,58,1055,79)
news-paragraph: Τὸ Συμβούλιον τῶν Μεταβάσεων ἐπελήφθη χθὲς τῆς ἐξετάσεως τῶν ὑποβληθεισῶν αἰτήσεων τῶν διαφόρων ἀξιωματικῶν, οἱ ὁποῖοι ἐξέφρασαν τὴν ἐπιθυμίαν ὅπως μετατεθοῦν. Αἱ ἀποφάσεις θὰ ἀνακοινωθοῦν προσεχῶς. xyxy=(1069,805,1325,884)
news-paragraph: Κατὰ τὸν ἐπικυρωθέντα πίνακα τῶν ἀποτελεσμάτων τῶν ἐξετάσεων τῶν μαθητῶν τοῦ Α’ ἔτους τῆς Σχολῆς τῶν Ὑπαξιωματικῶν, προήχθησαν εἰς τὸ Β’ ἔτος οἱ ἑξῆς: Πυροβολικὸς Τσίρης, Κερδέλλας Γεώργ., Μπακαλίδης Παν., Κοκκινάκος Κων., Κανατσόλας Ἰωάν., Καρβουνίας Χρ., Λαμπρόπουλος Κ., Παπαγεωργίου Ἀν., Ζαχαρίου Γεώργ., Ζαφειρίου Μιλτ., Κωστόπουλος Νικ., Σταματόπουλος Σπυρ., Ἀνδρεόπουλος Ἰωάν., Παναγιωτόπουλος Κ., Ρούσσος Ἀθαν., Σπυρόπουλος Ἠλίας, Κωνσταντινίδης Ἀλ., Παπαδάκης Ἐμμ., Μαργαρίτης Θεοδ. xyxy=(1339,125,1553,323)
article-paragraph: —Ἔ, αὐτὸ δὲν ἠμποροῦμεν νὰ τὸ εἴπωμεν. xyxy=(585,908,811,921)
section-title-text: ΚΑΘΗΜΕΡΙΝΑΙ ΕΝΤΥΠΩΣΕΙΣ xyxy=(575,58,813,106)
ad-body: Ἀνάγωγος φιλανθρωπος Πειραιῶτης κρατῶν ἐβάσισεν νὰ ἐκτελέσῃ δωρεὰν καὶ διὰ τοῦ πλήθους διδασκαλίαν. Εἰς τοῦτο τὸν ἐπικαλουμένους νὰ ζητήσουν πληροφορίας παρ’ αὐτοῦ. xyxy=(332,1220,556,1285)
